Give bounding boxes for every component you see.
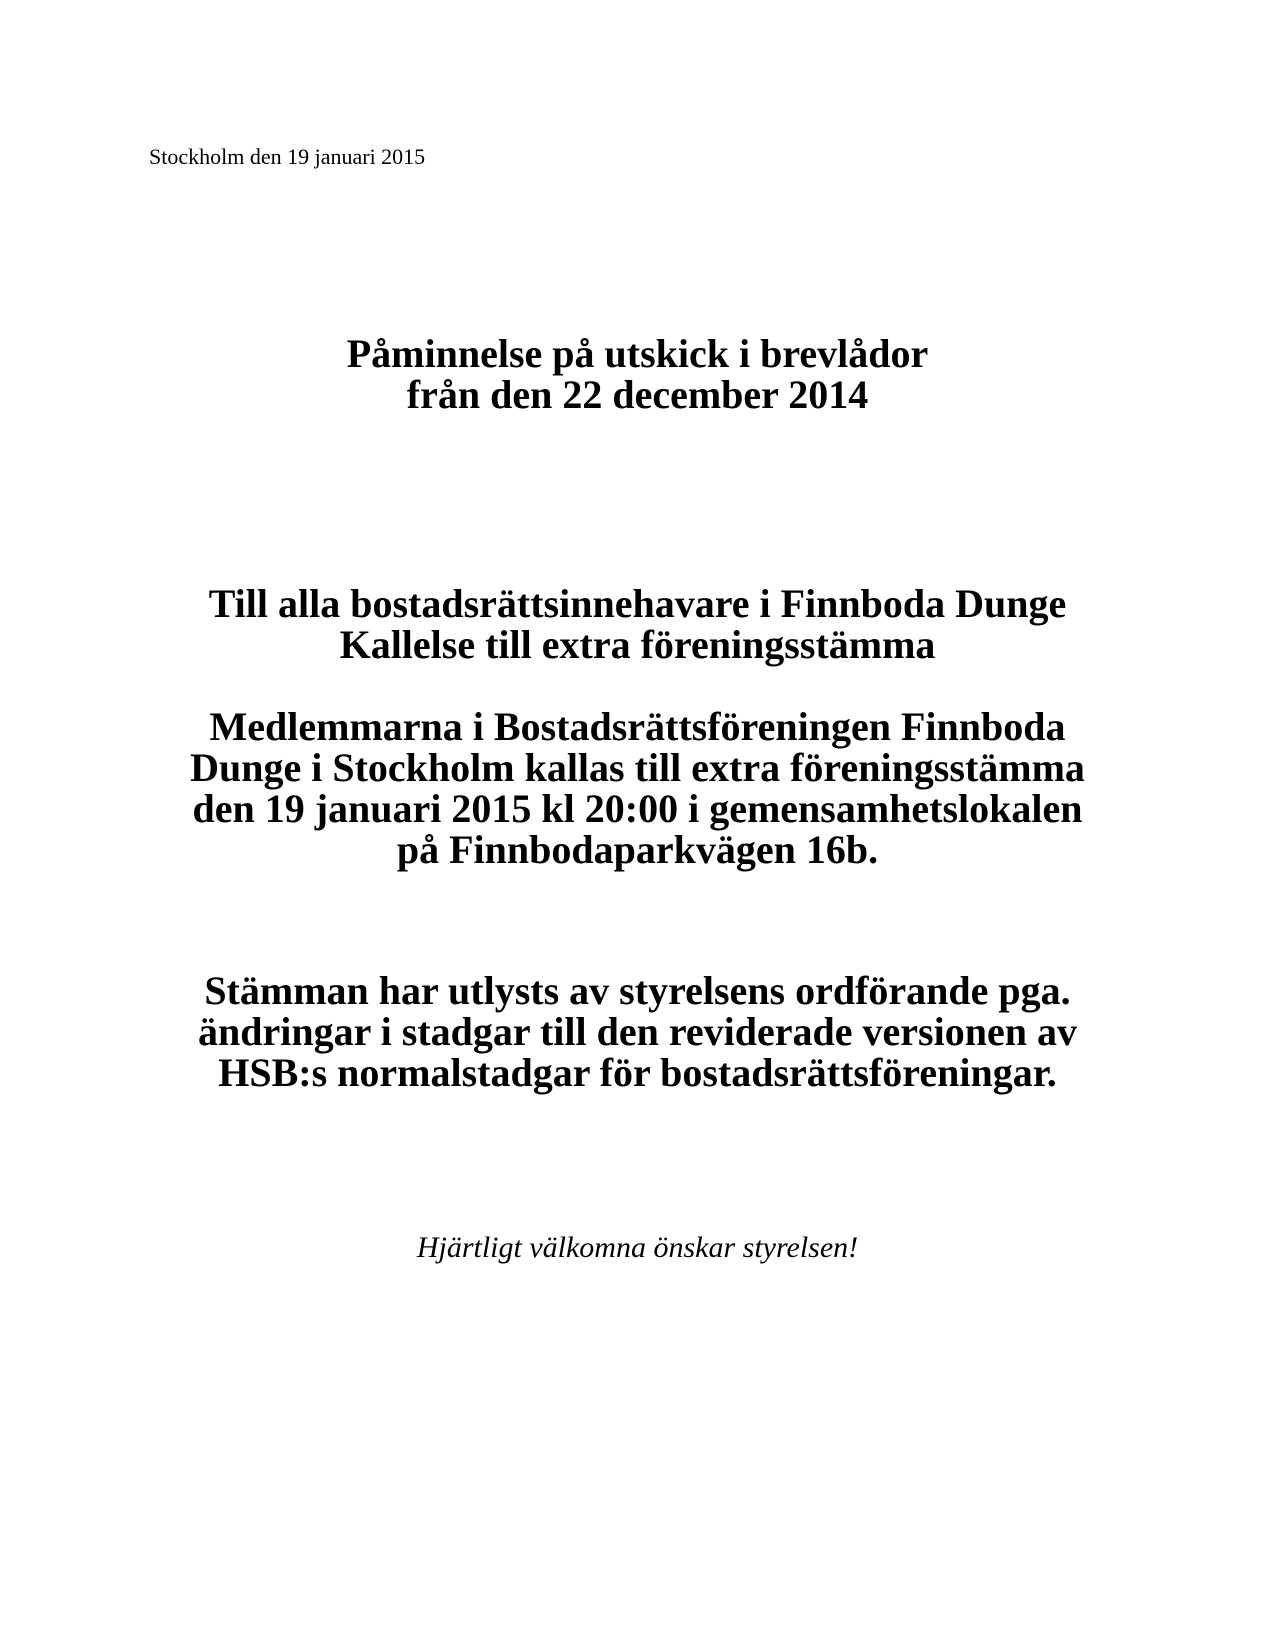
meeting-line: Dunge i Stockholm kallas till extra föreningsstämma (190, 745, 1085, 790)
reason-line: Stämman har utlysts av styrelsens ordförande pga. (204, 968, 1071, 1013)
meeting-line: Medlemmarna i Bostadsrättsföreningen Finnboda (209, 704, 1066, 749)
reason-paragraph (0, 970, 1275, 1093)
reminder-heading (0, 333, 1275, 415)
meeting-line: den 19 januari 2015 kl 20:00 i gemensamhetslokalen (192, 786, 1083, 831)
addressees-heading (0, 583, 1275, 665)
date-line: Stockholm den 19 januari 2015 (149, 144, 426, 169)
meeting-line: på Finnbodaparkvägen 16b. (396, 827, 879, 872)
addressees-line: Kallelse till extra föreningsstämma (339, 622, 936, 667)
meeting-notice (0, 706, 1275, 870)
addressees-line: Till alla bostadsrättsinnehavare i Finnboda Dunge (208, 581, 1067, 626)
closing-greeting: Hjärtligt välkomna önskar styrelsen! (416, 1231, 859, 1264)
reminder-line: från den 22 december 2014 (406, 372, 869, 417)
reason-line: HSB:s normalstadgar för bostadsrättsföreningar. (218, 1050, 1057, 1095)
reminder-line: Påminnelse på utskick i brevlådor (346, 331, 929, 376)
reason-line: ändringar i stadgar till den reviderade versionen av (198, 1009, 1077, 1054)
